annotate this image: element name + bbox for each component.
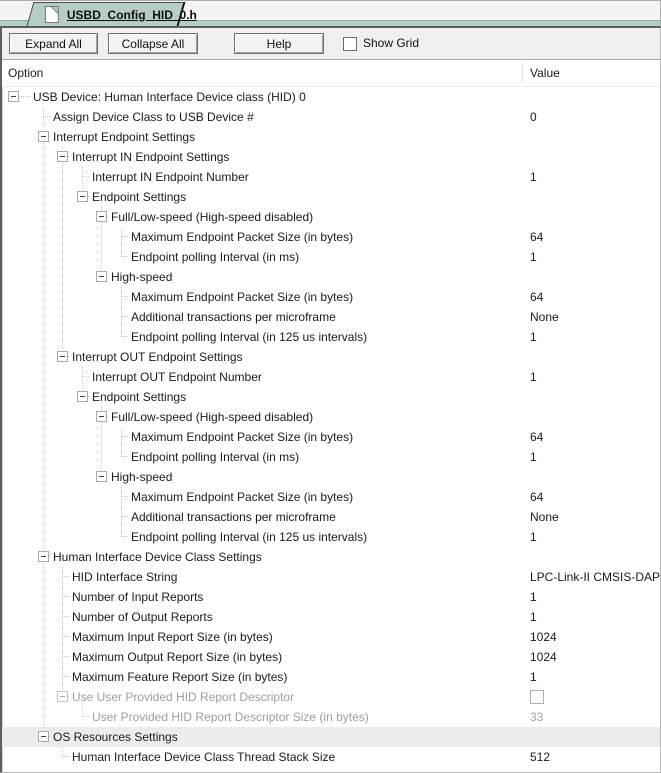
tree-row-value[interactable]: 1 [530, 670, 537, 684]
tree-guide-line [43, 607, 44, 627]
tree-row-label: Endpoint polling Interval (in 125 us intervals) [131, 530, 368, 544]
tree-row-value[interactable]: 1024 [530, 650, 557, 664]
tree-row[interactable] [2, 687, 660, 707]
tree-grid [2, 87, 660, 767]
tree-connector [121, 336, 129, 337]
toolbar [2, 28, 660, 60]
tree-connector [62, 576, 70, 577]
expand-collapse-box[interactable] [77, 391, 88, 402]
tree-row-label: Full/Low-speed (High-speed disabled) [111, 210, 314, 224]
tab-title: USBD_Config_HID_0.h [66, 7, 197, 22]
tree-guide-line [43, 627, 44, 647]
show-grid-checkbox[interactable] [343, 37, 357, 51]
tree-guide-line [43, 167, 44, 187]
tree-guide-line [43, 587, 44, 607]
tree-guide-line [62, 287, 63, 307]
tree-connector [121, 496, 129, 497]
tree-row-value[interactable]: 1 [530, 250, 537, 264]
collapse-all-button[interactable]: Collapse All [108, 33, 198, 54]
tree-row-value[interactable]: 1 [530, 450, 537, 464]
tree-row-label: Interrupt Endpoint Settings [53, 130, 196, 144]
expand-collapse-box[interactable] [96, 271, 107, 282]
tree-row[interactable] [2, 747, 660, 767]
tree-guide-line [43, 667, 44, 687]
tree-row-label: Human Interface Device Class Thread Stack Size [72, 750, 336, 764]
tree-row-value[interactable]: 1024 [530, 630, 557, 644]
tree-connector [121, 516, 129, 517]
tree-connector [121, 436, 129, 437]
tree-row[interactable] [2, 127, 660, 147]
tree-row-label: Number of Output Reports [72, 610, 213, 624]
tree-row[interactable] [2, 667, 660, 687]
tree-connector [82, 376, 90, 377]
expand-collapse-box[interactable] [57, 151, 68, 162]
expand-collapse-box[interactable] [38, 731, 49, 742]
tree-guide-line [62, 247, 63, 267]
tree-connector [82, 176, 90, 177]
tree-row-label: Assign Device Class to USB Device # [53, 110, 254, 124]
tree-row-value[interactable]: 64 [530, 430, 544, 444]
tree-row[interactable] [2, 107, 660, 127]
tree-row[interactable] [2, 327, 660, 347]
expand-collapse-box[interactable] [77, 191, 88, 202]
tree-row[interactable] [2, 607, 660, 627]
tree-guide-line [62, 637, 63, 647]
tree-row[interactable] [2, 507, 660, 527]
tree-guide-line [121, 317, 122, 327]
tree-row-label: OS Resources Settings [53, 730, 178, 744]
tree-guide-line [43, 427, 44, 447]
tree-row-label: Maximum Endpoint Packet Size (in bytes) [131, 430, 354, 444]
tab-content [31, 3, 197, 26]
tree-row-label: USB Device: Human Interface Device class (HID) 0 [33, 90, 306, 104]
tree-guide-line [43, 287, 44, 307]
tree-row-value[interactable]: None [530, 310, 559, 324]
tree-row-label: High-speed [111, 470, 173, 484]
tree-row-label: Additional transactions per microframe [131, 510, 336, 524]
tree-row-label: High-speed [111, 270, 173, 284]
tree-row[interactable] [2, 547, 660, 567]
tree-row[interactable] [2, 627, 660, 647]
tree-row[interactable] [2, 147, 660, 167]
tree-guide-line [62, 677, 63, 687]
tree-row-label: Endpoint polling Interval (in 125 us intervals) [131, 330, 368, 344]
tree-row-label: Full/Low-speed (High-speed disabled) [111, 410, 314, 424]
tree-guide-line [43, 687, 44, 707]
expand-collapse-box[interactable] [96, 411, 107, 422]
tree-row-label: User Provided HID Report Descriptor Size (in bytes) [92, 710, 369, 724]
tree-guide-line [62, 597, 63, 607]
tree-row[interactable] [2, 167, 660, 187]
tree-row[interactable] [2, 587, 660, 607]
tree-row[interactable] [2, 267, 660, 287]
tree-row-value[interactable]: 0 [530, 110, 537, 124]
tree-guide-line [62, 327, 63, 347]
tree-row-value[interactable]: LPC-Link-II CMSIS-DAP [530, 570, 661, 584]
tree-guide-line [43, 367, 44, 387]
tree-guide-line [43, 707, 44, 727]
tree-row[interactable] [2, 527, 660, 547]
tree-row-label: Maximum Input Report Size (in bytes) [72, 630, 273, 644]
tab-bar [0, 0, 661, 26]
tree-guide-line [121, 237, 122, 247]
tree-guide-line [43, 147, 44, 167]
tree-guide-line [43, 507, 44, 527]
expand-collapse-box[interactable] [38, 551, 49, 562]
option-column-header: Option [8, 66, 44, 80]
tree-connector [121, 456, 129, 457]
tree-row[interactable] [2, 727, 660, 747]
tree-row-value[interactable]: 1 [530, 370, 537, 384]
tree-guide-line [43, 307, 44, 327]
tree-row[interactable] [2, 567, 660, 587]
tree-guide-line [43, 327, 44, 347]
tree-row[interactable] [2, 707, 660, 727]
expand-collapse-box[interactable] [57, 351, 68, 362]
tree-row-value[interactable]: 64 [530, 230, 544, 244]
tree-connector [62, 616, 70, 617]
tree-row-value[interactable]: 1 [530, 590, 537, 604]
tree-guide-line [62, 187, 63, 207]
tree-guide-line [43, 207, 44, 227]
tree-row-label: Maximum Endpoint Packet Size (in bytes) [131, 290, 354, 304]
document-icon [45, 6, 59, 23]
grid-header [2, 60, 660, 87]
tree-guide-line [43, 267, 44, 287]
tree-guide-line [121, 497, 122, 507]
value-column-header: Value [530, 66, 560, 80]
tree-guide-line [121, 437, 122, 447]
tree-row-value[interactable]: 1 [530, 330, 537, 344]
value-checkbox[interactable] [530, 690, 544, 704]
expand-all-button[interactable]: Expand All [9, 33, 98, 54]
tree-guide-line [101, 247, 102, 267]
tree-guide-line [43, 187, 44, 207]
tree-guide-line [121, 297, 122, 307]
tree-row-value[interactable]: 1 [530, 530, 537, 544]
tree-row-value[interactable]: None [530, 510, 559, 524]
tree-guide-line [101, 427, 102, 447]
tree-row[interactable] [2, 387, 660, 407]
tree-connector [121, 316, 129, 317]
tree-connector [82, 716, 90, 717]
tree-row[interactable] [2, 407, 660, 427]
tree-guide-line [43, 447, 44, 467]
tree-row[interactable] [2, 87, 660, 107]
tree-connector [62, 596, 70, 597]
tree-row[interactable] [2, 347, 660, 367]
tree-guide-line [43, 247, 44, 267]
tree-row[interactable] [2, 307, 660, 327]
tree-row-label: Endpoint polling Interval (in ms) [131, 450, 300, 464]
tree-row-label: Endpoint Settings [92, 390, 187, 404]
tree-guide-line [82, 377, 83, 387]
tree-connector [121, 296, 129, 297]
tree-row-value[interactable]: 33 [530, 710, 544, 724]
tree-guide-line [121, 517, 122, 527]
tree-row-label: Maximum Endpoint Packet Size (in bytes) [131, 230, 354, 244]
tree-row-value[interactable]: 64 [530, 290, 544, 304]
tree-guide-line [62, 577, 63, 587]
tree-row-value[interactable]: 1 [530, 170, 537, 184]
tree-row[interactable] [2, 207, 660, 227]
tree-guide-line [43, 467, 44, 487]
tree-guide-line [62, 167, 63, 187]
tree-row-value[interactable]: 64 [530, 490, 544, 504]
tree-row-label: Interrupt OUT Endpoint Number [92, 370, 262, 384]
tree-guide-line [62, 207, 63, 227]
tree-row[interactable] [2, 487, 660, 507]
tree-guide-line [43, 387, 44, 407]
tree-row[interactable] [2, 287, 660, 307]
help-button[interactable]: Help [234, 33, 324, 54]
tree-row[interactable] [2, 647, 660, 667]
tree-row-label: Interrupt IN Endpoint Number [92, 170, 249, 184]
tree-guide-line [101, 227, 102, 247]
tree-row[interactable] [2, 467, 660, 487]
tree-connector [121, 236, 129, 237]
expand-collapse-box[interactable] [57, 691, 68, 702]
tree-row-label: Endpoint polling Interval (in ms) [131, 250, 300, 264]
tree-guide-line [62, 227, 63, 247]
tree-row-label: Human Interface Device Class Settings [53, 550, 262, 564]
tree-row-label: Use User Provided HID Report Descriptor [72, 690, 295, 704]
tree-connector [121, 536, 129, 537]
tree-guide-line [62, 657, 63, 667]
tree-guide-line [82, 177, 83, 187]
tree-connector [62, 656, 70, 657]
tree-row-value[interactable]: 512 [530, 750, 551, 764]
tab-usbd-config-hid[interactable] [27, 2, 197, 26]
expand-collapse-box[interactable] [96, 211, 107, 222]
tree-row-label: Endpoint Settings [92, 190, 187, 204]
tree-connector [43, 116, 51, 117]
tree-guide-line [43, 487, 44, 507]
tree-row-label: Maximum Endpoint Packet Size (in bytes) [131, 490, 354, 504]
tree-guide-line [43, 347, 44, 367]
tree-guide-line [43, 227, 44, 247]
tree-row-value[interactable]: 1 [530, 610, 537, 624]
tree-row-label: Additional transactions per microframe [131, 310, 336, 324]
tree-guide-line [101, 447, 102, 467]
tree-row-label: Number of Input Reports [72, 590, 204, 604]
show-grid-label[interactable]: Show Grid [363, 36, 420, 50]
tree-guide-line [62, 617, 63, 627]
tree-guide-line [62, 267, 63, 287]
tree-row[interactable] [2, 187, 660, 207]
column-divider[interactable] [522, 63, 523, 82]
tree-row-label: Interrupt OUT Endpoint Settings [72, 350, 243, 364]
expand-collapse-box[interactable] [8, 91, 19, 102]
tree-row-label: Maximum Output Report Size (in bytes) [72, 650, 283, 664]
tree-row[interactable] [2, 367, 660, 387]
tree-row[interactable] [2, 447, 660, 467]
tree-guide-line [43, 117, 44, 127]
tree-guide-line [43, 407, 44, 427]
tree-guide-line [62, 307, 63, 327]
tree-connector [62, 756, 70, 757]
tree-guide-line [43, 567, 44, 587]
tree-row[interactable] [2, 427, 660, 447]
tree-connector [62, 636, 70, 637]
expand-collapse-box[interactable] [38, 131, 49, 142]
tree-row-label: Interrupt IN Endpoint Settings [72, 150, 230, 164]
tree-connector [121, 256, 129, 257]
tree-connector [62, 676, 70, 677]
tree-guide-line [43, 527, 44, 547]
tree-row[interactable] [2, 247, 660, 267]
expand-collapse-box[interactable] [96, 471, 107, 482]
tree-row-label: HID Interface String [72, 570, 178, 584]
tree-row-label: Maximum Feature Report Size (in bytes) [72, 670, 288, 684]
tree-row[interactable] [2, 227, 660, 247]
tree-guide-line [43, 647, 44, 667]
config-panel [0, 26, 661, 773]
